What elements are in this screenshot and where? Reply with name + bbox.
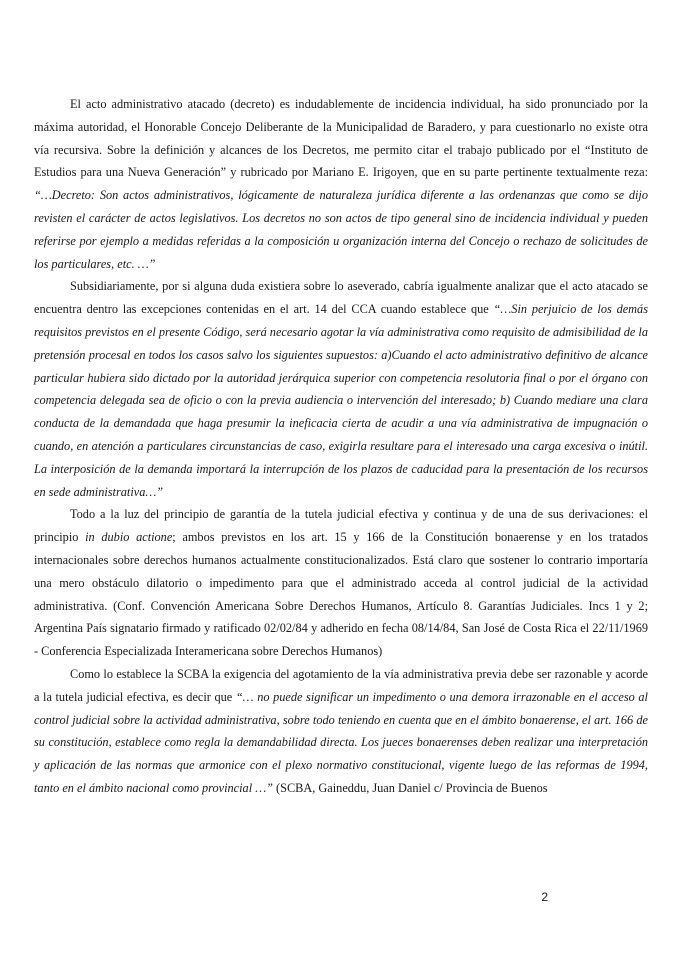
paragraph-subsidiariamente [34,275,648,503]
quote-italic: “…Sin perjuicio de los demás requisitos previstos en el presente Código, será necesario agotar la vía administrativa como requisito de admisibilidad de la pretensión procesal en todos los casos salvo los siguientes supuestos: a)Cuando el acto administrativo definitivo de alcance particular hubiera sido dictado por la autoridad jerárquica superior con competencia resolutoria final o por el órgano con competencia delegada sea de oficio o con la previa audiencia o intervención del interesado; b) Cuando mediare una clara conducta de la demandada que haga presumir la ineficacia cierta de acudir a una vía administrativa de impugnación o cuando, en atención a particulares circunstancias de caso, exigirla resultare para el interesado una carga excesiva o inútil. La interposición de la demanda importará la interrupción de los plazos de caducidad para la presentación de los recursos en sede administrativa…” [34,302,648,499]
paragraph-text: Subsidiariamente, por si alguna duda existiera sobre lo aseverado, cabría igualmente analizar que el acto atacado se encuentra dentro las excepciones contenidas en el art. 14 del CCA cuando establece que [34,279,648,317]
page-number: 2 [541,890,548,904]
quote-italic: “… no puede significar un impedimento o una demora irrazonable en el acceso al control judicial sobre la actividad administrativa, sobre todo teniendo en cuenta que en el ámbito bonaerense, el art. 166 de su constitución, establece como regla la demandabilidad directa. Los jueces bonaerenses deben realizar una interpretación y aplicación de las normas que armonice con el plexo normativo constitucional, vigente luego de las reformas de 1994, tanto en el ámbito nacional como provincial …” [34,689,648,795]
paragraph-scba [34,663,648,800]
quote-italic: “…Decreto: Son actos administrativos, lógicamente de naturaleza jurídica diferente a las ordenanzas que como se dijo revisten el carácter de actos legislativos. Los decretos no son actos de tipo general sino de incidencia individual y pueden referirse por ejemplo a medidas referidas a la composición u organización interna del Concejo o rechazo de solicitudes de los particulares, etc. …” [34,188,648,271]
paragraph-tutela-judicial [34,503,648,663]
paragraph-text: Como lo establece la SCBA la exigencia del agotamiento de la vía administrativa previa debe ser razonable y acorde a la tutela judicial efectiva, es decir que [34,666,648,704]
paragraph-text: ; ambos previstos en los art. 15 y 166 de la Constitución bonaerense y en los tratados internacionales sobre derechos humanos actualmente constitucionalizados. Está claro que sostener lo contrario importaría una mero obstáculo dilatorio o impedimento para que el administrado acceda al control judicial de la actividad administrativa. (Conf. Convención Americana Sobre Derechos Humanos, Artículo 8. Garantías Judiciales. Incs 1 y 2; Argentina País signatario firmado y ratificado 02/02/84 y adherido en fecha 08/14/84, San José de Costa Rica el 22/11/1969 - Conferencia Especializada Interamericana sobre Derechos Humanos) [34,530,648,659]
paragraph-decreto [34,93,648,275]
paragraph-text: Todo a la luz del principio de garantía de la tutela judicial efectiva y continua y de una de sus derivaciones: el principio [34,507,648,545]
body-text [34,93,648,800]
paragraph-text: (SCBA, Gaineddu, Juan Daniel c/ Provincia de Buenos [272,780,548,795]
paragraph-text: El acto administrativo atacado (decreto) es indudablemente de incidencia individual, ha sido pronunciado por la máxima autoridad, el Honorable Concejo Deliberante de la Municipalidad de Baradero, y para cuestionarlo no existe otra vía recursiva. Sobre la definición y alcances de los Decretos, me permito citar el trabajo publicado por el “Instituto de Estudios para una Nueva Generación” y rubricado por Mariano E. Irigoyen, que en su parte pertinente textualmente reza: [34,97,648,180]
latin-term-italic: in dubio actione [85,530,173,545]
